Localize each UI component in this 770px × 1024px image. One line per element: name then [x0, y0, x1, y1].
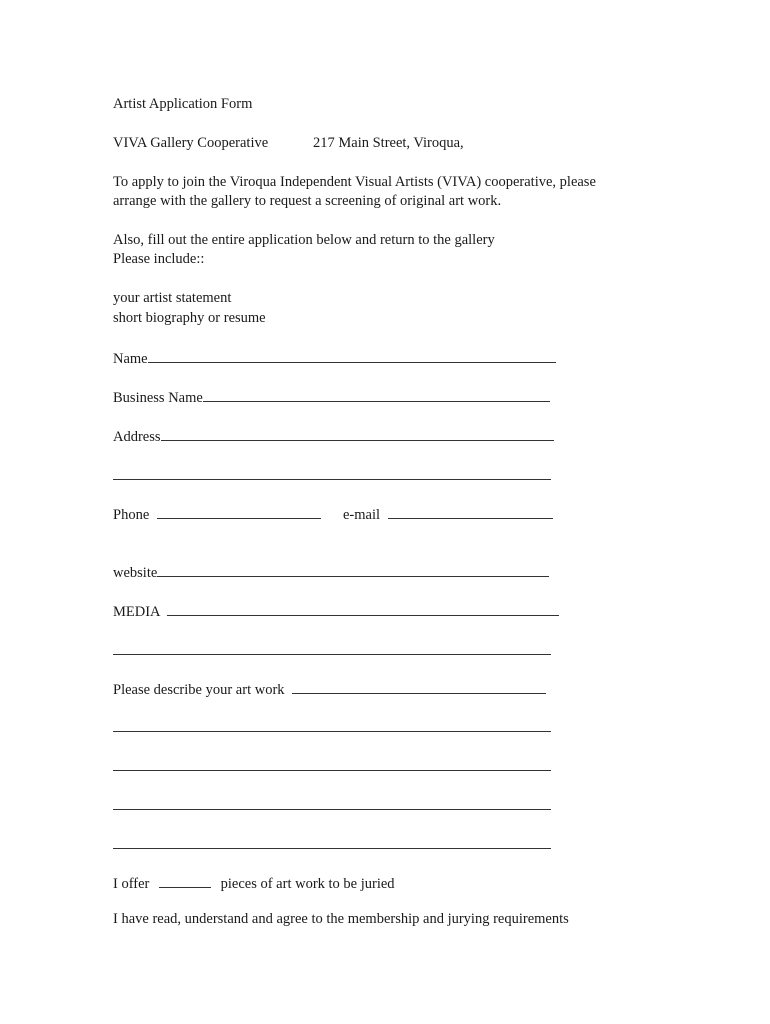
address-field-row — [113, 427, 554, 445]
name-input-line[interactable] — [148, 349, 556, 363]
website-input-line[interactable] — [157, 563, 549, 577]
media-input-line[interactable] — [167, 602, 559, 616]
website-label: website — [113, 565, 158, 581]
name-label: Name — [113, 351, 148, 367]
describe-input-line[interactable] — [292, 680, 546, 694]
offer-prefix: I offer — [113, 876, 150, 892]
phone-label: Phone — [113, 507, 150, 523]
phone-input-line[interactable] — [157, 505, 321, 519]
org-name: VIVA Gallery Cooperative — [113, 135, 269, 151]
include-item-biography: short biography or resume — [113, 310, 266, 326]
business-name-field-row — [113, 388, 550, 406]
describe-input-line-4[interactable] — [113, 809, 551, 810]
phone-field-row — [113, 505, 321, 523]
org-address: 217 Main Street, Viroqua, — [313, 135, 464, 151]
agreement-statement: I have read, understand and agree to the membership and jurying requirements — [113, 911, 569, 927]
intro-line-1: To apply to join the Viroqua Independent Visual Artists (VIVA) cooperative, please — [113, 174, 596, 190]
media-label: MEDIA — [113, 604, 160, 620]
include-item-artist-statement: your artist statement — [113, 290, 232, 306]
instructions-line: Also, fill out the entire application below and return to the gallery — [113, 232, 495, 248]
describe-label: Please describe your art work — [113, 682, 285, 698]
address-input-line-2[interactable] — [113, 479, 551, 480]
describe-field-row — [113, 680, 546, 698]
please-include-label: Please include:: — [113, 251, 205, 267]
offer-count-input-line[interactable] — [159, 874, 211, 888]
business-name-input-line[interactable] — [203, 388, 550, 402]
media-input-line-2[interactable] — [113, 654, 551, 655]
offer-row — [113, 874, 395, 892]
address-label: Address — [113, 429, 161, 445]
business-name-label: Business Name — [113, 390, 203, 406]
describe-input-line-2[interactable] — [113, 731, 551, 732]
email-label: e-mail — [343, 507, 381, 523]
email-field-row — [343, 505, 553, 523]
email-input-line[interactable] — [388, 505, 553, 519]
media-field-row — [113, 602, 559, 620]
website-field-row — [113, 563, 549, 581]
offer-suffix: pieces of art work to be juried — [220, 876, 395, 892]
describe-input-line-5[interactable] — [113, 848, 551, 849]
describe-input-line-3[interactable] — [113, 770, 551, 771]
address-input-line[interactable] — [161, 427, 554, 441]
intro-line-2: arrange with the gallery to request a screening of original art work. — [113, 193, 502, 209]
name-field-row — [113, 349, 556, 367]
form-title: Artist Application Form — [113, 96, 253, 112]
